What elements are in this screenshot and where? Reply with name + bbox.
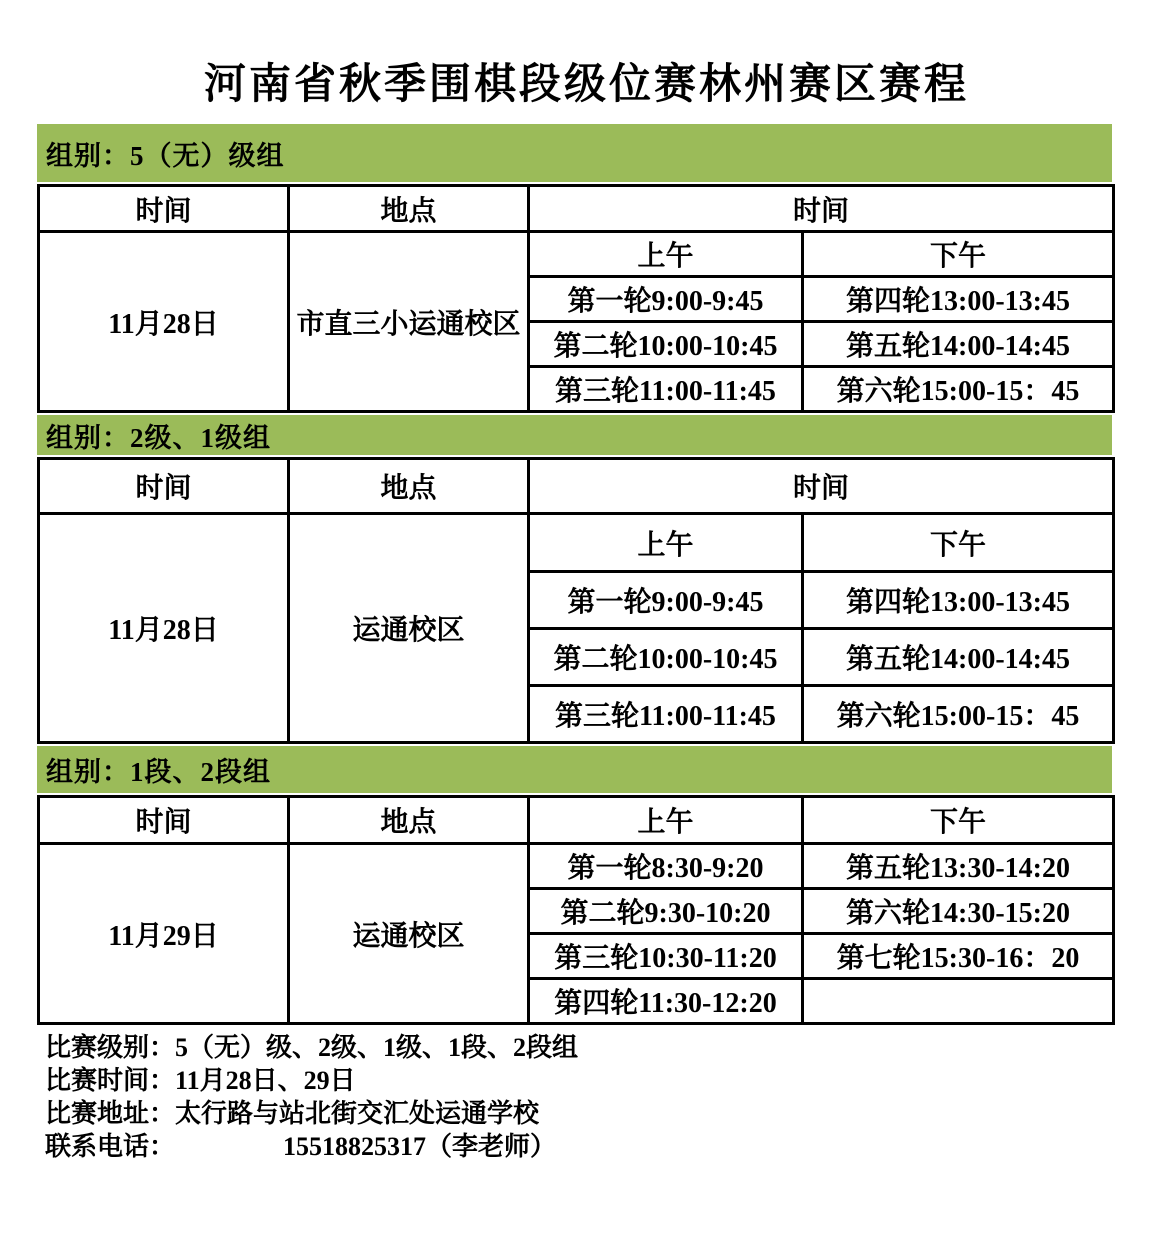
- round-am-cell: 第三轮11:00-11:45: [529, 686, 803, 743]
- round-pm-cell: [803, 979, 1114, 1024]
- footer-label: 比赛级别：: [45, 1033, 176, 1062]
- col-header-time: 时间: [39, 186, 289, 232]
- location-cell: 运通校区: [289, 514, 529, 743]
- schedule-table-2ji-1ji: [37, 457, 1115, 744]
- col-header-place: 地点: [289, 797, 529, 844]
- round-am-cell: 第二轮10:00-10:45: [529, 322, 803, 367]
- subheader-morning: 上午: [529, 232, 803, 277]
- group-bar-1duan-2duan: [37, 746, 1112, 793]
- date-cell: 11月28日: [39, 514, 289, 743]
- round-pm-cell: 第四轮13:00-13:45: [803, 277, 1114, 322]
- round-am-cell: 第四轮11:30-12:20: [529, 979, 803, 1024]
- round-am-cell: 第二轮10:00-10:45: [529, 629, 803, 686]
- round-am-cell: 第三轮11:00-11:45: [529, 367, 803, 412]
- col-header-time: 时间: [39, 797, 289, 844]
- round-row: [39, 844, 1114, 889]
- footer-value: 11月28日、29日: [175, 1066, 356, 1095]
- col-header-morning: 上午: [529, 797, 803, 844]
- round-am-cell: 第三轮10:30-11:20: [529, 934, 803, 979]
- subheader-afternoon: 下午: [803, 232, 1114, 277]
- footer-value: 太行路与站北街交汇处运通学校: [175, 1099, 540, 1128]
- table-header-row: [39, 186, 1114, 232]
- round-pm-cell: 第七轮15:30-16：20: [803, 934, 1114, 979]
- group-label: 组别：2级、1级组: [46, 422, 271, 453]
- location-cell: 市直三小运通校区: [289, 232, 529, 412]
- round-am-cell: 第一轮9:00-9:45: [529, 572, 803, 629]
- subheader-afternoon: 下午: [803, 514, 1114, 572]
- footer-line-address: [45, 1097, 1112, 1130]
- round-pm-cell: 第五轮14:00-14:45: [803, 629, 1114, 686]
- page-title: 河南省秋季围棋段级位赛林州赛区赛程: [203, 62, 969, 108]
- footer-value: 5（无）级、2级、1级、1段、2段组: [175, 1033, 579, 1062]
- schedule-table-1duan-2duan: [37, 795, 1115, 1025]
- footer-line-date: [45, 1064, 1112, 1097]
- round-pm-cell: 第四轮13:00-13:45: [803, 572, 1114, 629]
- round-am-cell: 第二轮9:30-10:20: [529, 889, 803, 934]
- footer-line-phone: [45, 1130, 1112, 1163]
- round-pm-cell: 第五轮13:30-14:20: [803, 844, 1114, 889]
- round-pm-cell: 第五轮14:00-14:45: [803, 322, 1114, 367]
- date-cell: 11月29日: [39, 844, 289, 1024]
- group-bar-2ji-1ji: [37, 415, 1112, 455]
- group-label: 组别：5（无）级组: [46, 140, 285, 171]
- location-cell: 运通校区: [289, 844, 529, 1024]
- col-header-place: 地点: [289, 459, 529, 514]
- group-bar-5ji: [37, 124, 1112, 182]
- subheader-row: [39, 232, 1114, 277]
- footer-value: 15518825317（李老师）: [283, 1132, 557, 1161]
- round-pm-cell: 第六轮14:30-15:20: [803, 889, 1114, 934]
- round-am-cell: 第一轮9:00-9:45: [529, 277, 803, 322]
- group-label: 组别：1段、2段组: [46, 757, 271, 787]
- footer-info: [37, 1031, 1112, 1163]
- col-header-afternoon: 下午: [803, 797, 1114, 844]
- content-area: [37, 124, 1112, 1163]
- schedule-table-5ji: [37, 184, 1115, 413]
- footer-line-level: [45, 1031, 1112, 1064]
- col-header-time: 时间: [39, 459, 289, 514]
- round-pm-cell: 第六轮15:00-15：45: [803, 367, 1114, 412]
- footer-label: 联系电话：: [45, 1132, 176, 1161]
- subheader-row: [39, 514, 1114, 572]
- round-am-cell: 第一轮8:30-9:20: [529, 844, 803, 889]
- footer-label: 比赛地址：: [45, 1099, 176, 1128]
- date-cell: 11月28日: [39, 232, 289, 412]
- table-header-row: [39, 797, 1114, 844]
- table-header-row: [39, 459, 1114, 514]
- footer-label: 比赛时间：: [45, 1066, 176, 1095]
- col-header-session: 时间: [529, 459, 1114, 514]
- col-header-session: 时间: [529, 186, 1114, 232]
- round-pm-cell: 第六轮15:00-15：45: [803, 686, 1114, 743]
- subheader-morning: 上午: [529, 514, 803, 572]
- col-header-place: 地点: [289, 186, 529, 232]
